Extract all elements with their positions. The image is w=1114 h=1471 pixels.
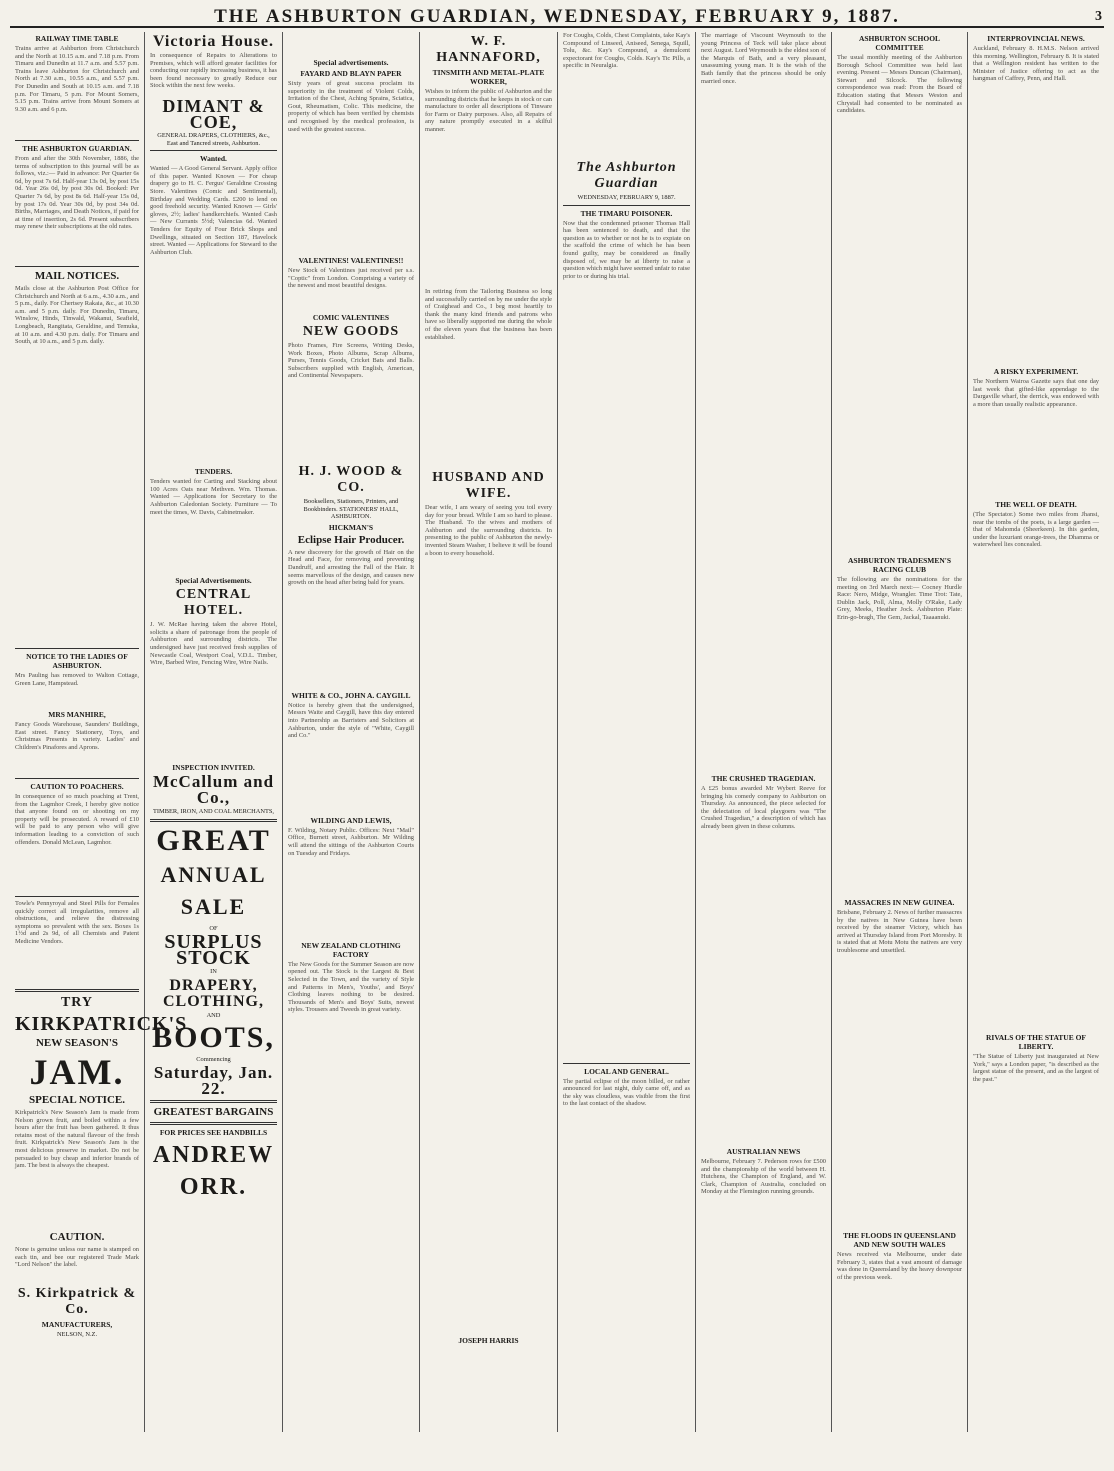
special-ads-heading: Special Advertisements. [175, 576, 252, 586]
wilding-text: F. Wilding, Notary Public. Offices: Next "Mail" Office, Burnett street, Ashburton. Mr Wilding will attend the sittings of the Ashburton Courts on Tuesday and Fridays. [288, 826, 414, 857]
mccallum-heading: McCallum and Co., [152, 772, 275, 808]
divider [150, 150, 277, 151]
well-heading: THE WELL OF DEATH. [995, 500, 1077, 509]
crushed-text: A £25 bonus awarded Mr Wybert Reeve for bringing his comedy company to Ashburton on Thursday. As announced, the piece selected for the delectation of local playgoers was "The Crushed Tragedian," a description of which has already been given in these columns. [701, 785, 826, 830]
dimant-sub: GENERAL DRAPERS, CLOTHIERS, &c., [157, 132, 270, 139]
mail-heading: MAIL NOTICES. [34, 270, 120, 282]
article-text: The marriage of Viscount Weymouth to the young Princess of Teck will take place about next August. Lord Weymouth is the eldest son of the Marquis of Bath, and a very pleasant, unassuming young man. It is the wish of the Bath family that the princess should be only married once. [701, 32, 826, 85]
newspaper-page [10, 6, 1104, 1434]
column-7 [832, 32, 968, 1432]
rivals-heading: RIVALS OF THE STATUE OF LIBERTY. [985, 1033, 1087, 1051]
masthead-title: THE ASHBURTON GUARDIAN, WEDNESDAY, FEBRUARY 9, 1887. [214, 6, 900, 27]
nelson-text: NELSON, N.Z. [56, 1331, 98, 1338]
australian-heading: AUSTRALIAN NEWS [726, 1147, 801, 1156]
racing-text: The following are the nominations for the meeting on 3rd March next:— Cocney Hurdle Race: Nero, Midge, Wrangler. Time Trot: Tate, Dublin Jack, Poll, Alma, Molly O'Rake, Lady Grey, Meeks, Heather Jock. Ashburton Plate: Erin-go-bragh, The Gem, Jackal, Taaaanuki. [837, 576, 962, 621]
risky-text: The Northern Wairoa Gazette says that one day last week that gifted-like appendage to the Dargaville wharf, the derrick, was endowed with a more than usually realistic appearance. [973, 378, 1099, 408]
poisoner-text: Now that the condemned prisoner Thomas Hall has been sentenced to death, and that the question as to whether or not he is to expiate on the scaffold the crime of which he has been found guilty, may be considered as finally disposed of, we may be at liberty to raise a question which might have seemed unfair to raise prior to or during his trial. [563, 219, 690, 280]
caution2-heading: CAUTION. [49, 1231, 105, 1243]
tenders-text: Tenders wanted for Carting and Stacking about 100 Acres Oats near Methven. Wm. Thomas. Wanted — Applications for Secretary to the Ashburton Caledonian Society. Furniture — To meet the times, W. Davis, Cabinetmaker. [150, 478, 277, 516]
floods-text: News received via Melbourne, under date February 3, states that a vast amount of damage was done in Queensland by the heavy downpour of the previous week. [837, 1251, 962, 1281]
divider [150, 819, 277, 822]
caution-heading: CAUTION TO POACHERS. [30, 782, 124, 791]
eclipse-heading: Eclipse Hair Producer. [297, 533, 405, 546]
wood-sub: Booksellers, Stationers, Printers, and Bookbinders. STATIONERS' HALL, ASHBURTON. [303, 498, 399, 521]
boots-heading: BOOTS, [152, 1020, 275, 1054]
wanted-text: Wanted — A Good General Servant. Apply office of this paper. Wanted Known — For cheap drapery go to H. C. Fergus' Geraldine Crossing Store. Valentines (Comic and Sentimental), Birthday and Wedding Cards. £200 to lend on good freehold security. Wanted Known — Girls' gloves, 2½; ladies' handkerchiefs. Wanted Cash — New Currants 5½d; Valencias 6d. Wanted Tenders for Equity of Four Brick Shops and Dwellings, situated on Section 187, Havelock street. Wanted — Applications for Steward to the Ashburton Club. [150, 165, 277, 256]
new-season-heading: NEW SEASON'S [35, 1037, 119, 1049]
column-1 [10, 32, 188, 1432]
paper-title: The Ashburton Guardian [576, 160, 677, 191]
victoria-heading: Victoria House. [152, 33, 275, 50]
masthead [10, 6, 1104, 28]
special-notice-text: Kirkpatrick's New Season's Jam is made from Nelson grown fruit, and boiled within a few hours after the fruit has been gathered. It thus retains most of the natural flavour of the fresh fruit. Kirkpatrick's New Season's Jam is the most delicious preserve in market. Do not be persuaded to buy cheap and inferior brands of jam. The best is always the cheapest. [15, 1109, 139, 1170]
school-heading: ASHBURTON SCHOOL COMMITTEE [858, 34, 941, 52]
tinsmith-heading: TINSMITH AND METAL-PLATE WORKER, [432, 68, 545, 86]
of-text: OF [209, 924, 218, 932]
drapery-heading: DRAPERY, CLOTHING, [162, 976, 264, 1010]
fayard-heading: FAYARD AND BLAYN PAPER [300, 69, 402, 78]
tenders-heading: TENDERS. [194, 467, 233, 477]
railway-heading: RAILWAY TIME TABLE [35, 34, 119, 43]
divider [563, 1063, 690, 1064]
floods-heading: THE FLOODS IN QUEENSLAND AND NEW SOUTH WALES [843, 1231, 956, 1249]
special-notice-heading: SPECIAL NOTICE. [29, 1094, 125, 1106]
special-heading: Special advertisements. [313, 58, 389, 67]
inspection-text: INSPECTION INVITED. [172, 763, 255, 773]
victoria-text: In consequence of Repairs to Alterations to Premises, which will afford greater facilities for conducting our rapidly increasing business, it has been found necessary to greatly Reduce our Stock within the next few weeks. [150, 52, 277, 90]
in-text: IN [210, 968, 217, 976]
husband-text: Dear wife, I am weary of seeing you toil every day for your bread. While I am so hard to please. The Husband. To the wives and mothers of Ashburton and the surrounding districts. In presenting to the public of Ashburton the newly-invented Steam Washer, I believe it will be found a boon to every household. [425, 504, 552, 557]
wanted-heading: Wanted. [200, 154, 227, 164]
rivals-text: "The Statue of Liberty just inaugurated at New York," says a London paper, "is described as the largest statue of the present, and as the largest of the past." [973, 1053, 1099, 1083]
mrs-text: Fancy Goods Warehouse, Saunders' Buildings, East street. Fancy Stationery, Toys, and Christmas Presents in variety. Ladies' and Children's Pinafores and Aprons. [15, 721, 139, 751]
nz-clothing-heading: NEW ZEALAND CLOTHING FACTORY [301, 940, 401, 959]
joseph-heading: JOSEPH HARRIS [458, 1336, 519, 1345]
local-heading: LOCAL AND GENERAL. [584, 1066, 669, 1076]
column-3 [283, 32, 420, 1432]
railway-text: Trains arrive at Ashburton from Christchurch and the North at 10.15 a.m. and 7.18 p.m. From Timaru and Dunedin at 11.7 a.m. and 5.57 p.m. Trains leave Ashburton for Christchurch and North at 7.30 a.m., 10.55 a.m., and 5.57 p.m. For Dunedin and South at 10.15 a.m. and 7.18 p.m. For Timaru, 5 p.m. For Mount Somers, 5.15 p.m. Trains arrive from Mount Somers at 9.30 a.m. and 6 p.m. [15, 45, 139, 113]
dimant-heading: DIMANT & COE, [162, 96, 265, 132]
divider [15, 140, 139, 141]
andrew-heading: ANDREW ORR. [152, 1142, 275, 1201]
racing-heading: ASHBURTON TRADESMEN'S RACING CLUB [847, 556, 952, 574]
mrs-heading: MRS MANHIRE, [48, 710, 106, 719]
valentines-heading: VALENTINES! VALENTINES!! [298, 256, 404, 265]
column-4 [420, 32, 558, 1432]
divider [15, 648, 139, 649]
nz-clothing-text: The New Goods for the Summer Season are now opened out. The Stock is the Largest & Best Selected in the Town, and the variety of Style and Patterns in Men's, Youths', and Boys' Clothing leaves nothing to be desired. Thousands of Men's and Boys' Suits, newest styles. Trousers and Tweeds in great variety. [288, 960, 414, 1014]
columns [10, 32, 1104, 1432]
central-heading: CENTRAL HOTEL. [175, 587, 252, 619]
mccallum-sub: TIMBER, IRON, AND COAL MERCHANTS, [152, 808, 274, 816]
column-6 [696, 32, 832, 1432]
massacres-heading: MASSACRES IN NEW GUINEA. [844, 898, 955, 907]
divider [15, 989, 139, 992]
interprov-text: Auckland, February 8. H.M.S. Nelson arrived this morning. Wellington, February 8. It is stated that a Wellington resident has written to the Minister of Justice offering to act as the hangman of Caffrey, Penn, and Hall. [973, 45, 1099, 83]
guardian-text: From and after the 30th November, 1886, the terms of subscription to this journal will be as follows, viz.:— Paid in advance: Per Quarter 6s 6d, by post 7s 6d. Half-year 13s 0d, by post 15s 0d. Year 26s 0d, by post 30s 0d. Booked: Per Quarter 7s 6d, by post 8s 6d. Half-year 15s 0d, by post 17s 0d. Year 30s 0d, by post 34s 0d. Births, Marriages, and Death Notices, if paid for at time of insertion, 2s 6d. Present subscribers may renew their subscriptions at the old rates. [15, 155, 139, 231]
prices-heading: FOR PRICES SEE HANDBILLS [159, 1128, 268, 1138]
guardian-heading: THE ASHBURTON GUARDIAN. [22, 144, 132, 153]
hannaford-heading: W. F. HANNAFORD, [436, 34, 541, 65]
new-goods-text: Photo Frames, Fire Screens, Writing Desks, Work Boxes, Photo Albums, Scrap Albums, Purses, Tennis Goods, Cricket Bats and Balls. Subscribers supplied with English, American, and Continental Newspapers. [288, 342, 414, 380]
ladies-heading: NOTICE TO THE LADIES OF ASHBURTON. [26, 652, 128, 670]
school-text: The usual monthly meeting of the Ashburton Borough School Committee was held last evening. Present — Messrs Duncan (Chairman), Stewart and Silcock. The following correspondence was read: From the Board of Education stating that Messrs Weston and Chrystall had consented to be nominated as candidates. [837, 54, 962, 115]
divider [15, 778, 139, 779]
interprov-heading: INTERPROVINCIAL NEWS. [987, 34, 1085, 43]
column-5 [558, 32, 696, 1432]
kays-ad: For Coughs, Colds, Chest Complaints, take Kay's Compound of Linseed, Aniseed, Senega, Squill, Tolu, &c. Kay's Compound, a demulcent expectorant for Coughs, Colds. Kay's Tic Pills, a specific in Neuralgia. [563, 32, 690, 70]
mail-text: Mails close at the Ashburton Post Office for Christchurch and North at 6 a.m., 4.30 a.m., and 5 p.m., daily. For Chertsey Rakaia, &c., at 10.30 a.m. and 5 p.m. daily. For Dunedin, Timaru, Winslow, Hinds, Tinwald, Wakanui, Seafield, Longbeach, Rangitata, Geraldine, and Temuka, at 10 a.m. and 4.30 p.m. daily. For Timaru and South, at 10 a.m., and 5 p.m. daily. [15, 285, 139, 346]
caution-text: In consequence of so much poaching at Trent, from the Lagmhor Creek, I hereby give notice that anyone found on or shooting on my property will be prosecuted. A reward of £10 will be paid to any person who will give information leading to a conviction of such offenders. Donald McLean, Lagmhor. [15, 793, 139, 846]
paper-date: WEDNESDAY, FEBRUARY 9, 1887. [577, 194, 676, 201]
firm-heading: S. Kirkpatrick & Co. [17, 1286, 137, 1317]
towle-ad: Towle's Pennyroyal and Steel Pills for Females quickly correct all irregularities, remove all obstructions, and relieve the distressing symptoms so prevalent with the sex. Boxes 1s 1½d and 2s 9d, of all Chemists and Patent Medicine Vendors. [15, 900, 139, 945]
great-heading: GREAT [156, 823, 271, 857]
column-2 [145, 32, 283, 1432]
jam-heading: JAM. [29, 1052, 125, 1092]
dimant-address: East and Tancred streets, Ashburton. [166, 139, 261, 147]
column-8 [968, 32, 1104, 1432]
divider [150, 1100, 277, 1103]
divider [150, 1122, 277, 1125]
and-text: AND [206, 1011, 221, 1019]
divider [15, 896, 139, 897]
saturday-heading: Saturday, Jan. 22. [153, 1063, 274, 1099]
central-text: J. W. McRae having taken the above Hotel, solicits a share of patronage from the people of Ashburton and surrounding districts. The undersigned have just received fresh supplies of Newcastle Coal, Westport Coal, V.D.L. Timber, Wire, Barbed Wire, Fencing Wire, Wire Nails. [150, 621, 277, 667]
fayard-text: Sixty years of great success proclaim its superiority in the treatment of Violent Colds, Irritation of the Chest, Aching Sprains, Sciatica, Gout, Rheumatism, Colic. This medicine, the property of which has been verified by chemists and recognised by the medical profession, is used with the greatest success. [288, 80, 414, 133]
poisoner-heading: THE TIMARU POISONER. [580, 208, 673, 218]
divider [15, 266, 139, 267]
annual-sale-heading: ANNUAL SALE [160, 861, 267, 919]
divider [563, 205, 690, 206]
valentines-text: New Stock of Valentines just received per s.s. "Coptic" from London. Comprising a variety of the newest and most beautiful designs. [288, 267, 414, 290]
crushed-heading: THE CRUSHED TRAGEDIAN. [711, 774, 816, 783]
wilding-heading: WILDING AND LEWIS, [310, 815, 392, 825]
try-heading: TRY [60, 995, 94, 1010]
comic-heading: COMIC VALENTINES [312, 313, 390, 322]
commencing-text: Commencing [196, 1055, 231, 1063]
manufacturers-heading: MANUFACTURERS, [41, 1320, 113, 1329]
massacres-text: Brisbane, February 2. News of further massacres by the natives in New Guinea have been received by the steamer Victory, which has arrived at Thursday Island from Port Moresby. It is stated that at Motu Motu the natives are very troublesome and unsettled. [837, 909, 962, 954]
ladies-text: Mrs Pauling has removed to Walton Cottage, Green Lane, Hampstead. [15, 672, 139, 687]
white-heading: WHITE & CO., JOHN A. CAYGILL [291, 690, 411, 700]
caution2-text: None is genuine unless our name is stamped on each tin, and bee our registered Trade Mark "Lord Nelson" the label. [15, 1246, 139, 1269]
surplus-heading: SURPLUS STOCK [164, 931, 263, 970]
wood-heading: H. J. WOOD & CO. [298, 464, 404, 495]
white-text: Notice is hereby given that the undersigned, Messrs Waite and Caygill, have this day entered into Partnership as Barristers and Solicitors at Ashburton, under the style of "White, Caygill and Co." [288, 701, 414, 740]
kirkpatrick-heading: KIRKPATRICK'S [15, 1013, 188, 1035]
shop-notice-text: In retiring from the Tailoring Business so long and successfully carried on by me under the style of Craighead and Co., I beg most heartily to thank the many kind friends and patrons who have so liberally supported me during the whole of the eleven years that the business has been established. [425, 288, 552, 341]
eclipse-text: A new discovery for the growth of Hair on the Head and Face, for removing and preventing Dandruff, and arresting the Fall of the Hair. It seems marvellous of the design, and causes new growth on the head after being bald for years. [288, 548, 414, 587]
australian-text: Melbourne, February 7. Pederson rows for £500 and the championship of the world between H. Hutchens, the Champion of England, and W. Clark, Champion of Australia, concluded on Monday at the Flemington running grounds. [701, 1158, 826, 1196]
hickman-heading: HICKMAN'S [328, 522, 374, 532]
local-text: The partial eclipse of the moon billed, or rather announced for last night, duly came off, and as the sky was cloudless, was visible from the first to the last contact of the shadow. [563, 1077, 690, 1108]
page-number: 3 [1095, 9, 1102, 24]
hannaford-text: Wishes to inform the public of Ashburton and the surrounding districts that he keeps in stock or can manufacture to order all descriptions of Tinware for Farm or Dairy purposes. Also, all Repairs of any nature promptly executed in a skilful manner. [425, 88, 552, 133]
risky-heading: A RISKY EXPERIMENT. [993, 367, 1079, 376]
well-text: (The Spectator.) Some two miles from Jhansi, near the tombs of the poets, is a large garden — that of Mahomda (Sheerkeen). In this garden, under the luxuriant orange-trees, the Dhamma or waterwheel lies concealed. [973, 511, 1099, 549]
new-goods-heading: NEW GOODS [302, 324, 400, 339]
bargains-heading: GREATEST BARGAINS [153, 1106, 274, 1119]
husband-heading: HUSBAND AND WIFE. [432, 470, 545, 501]
